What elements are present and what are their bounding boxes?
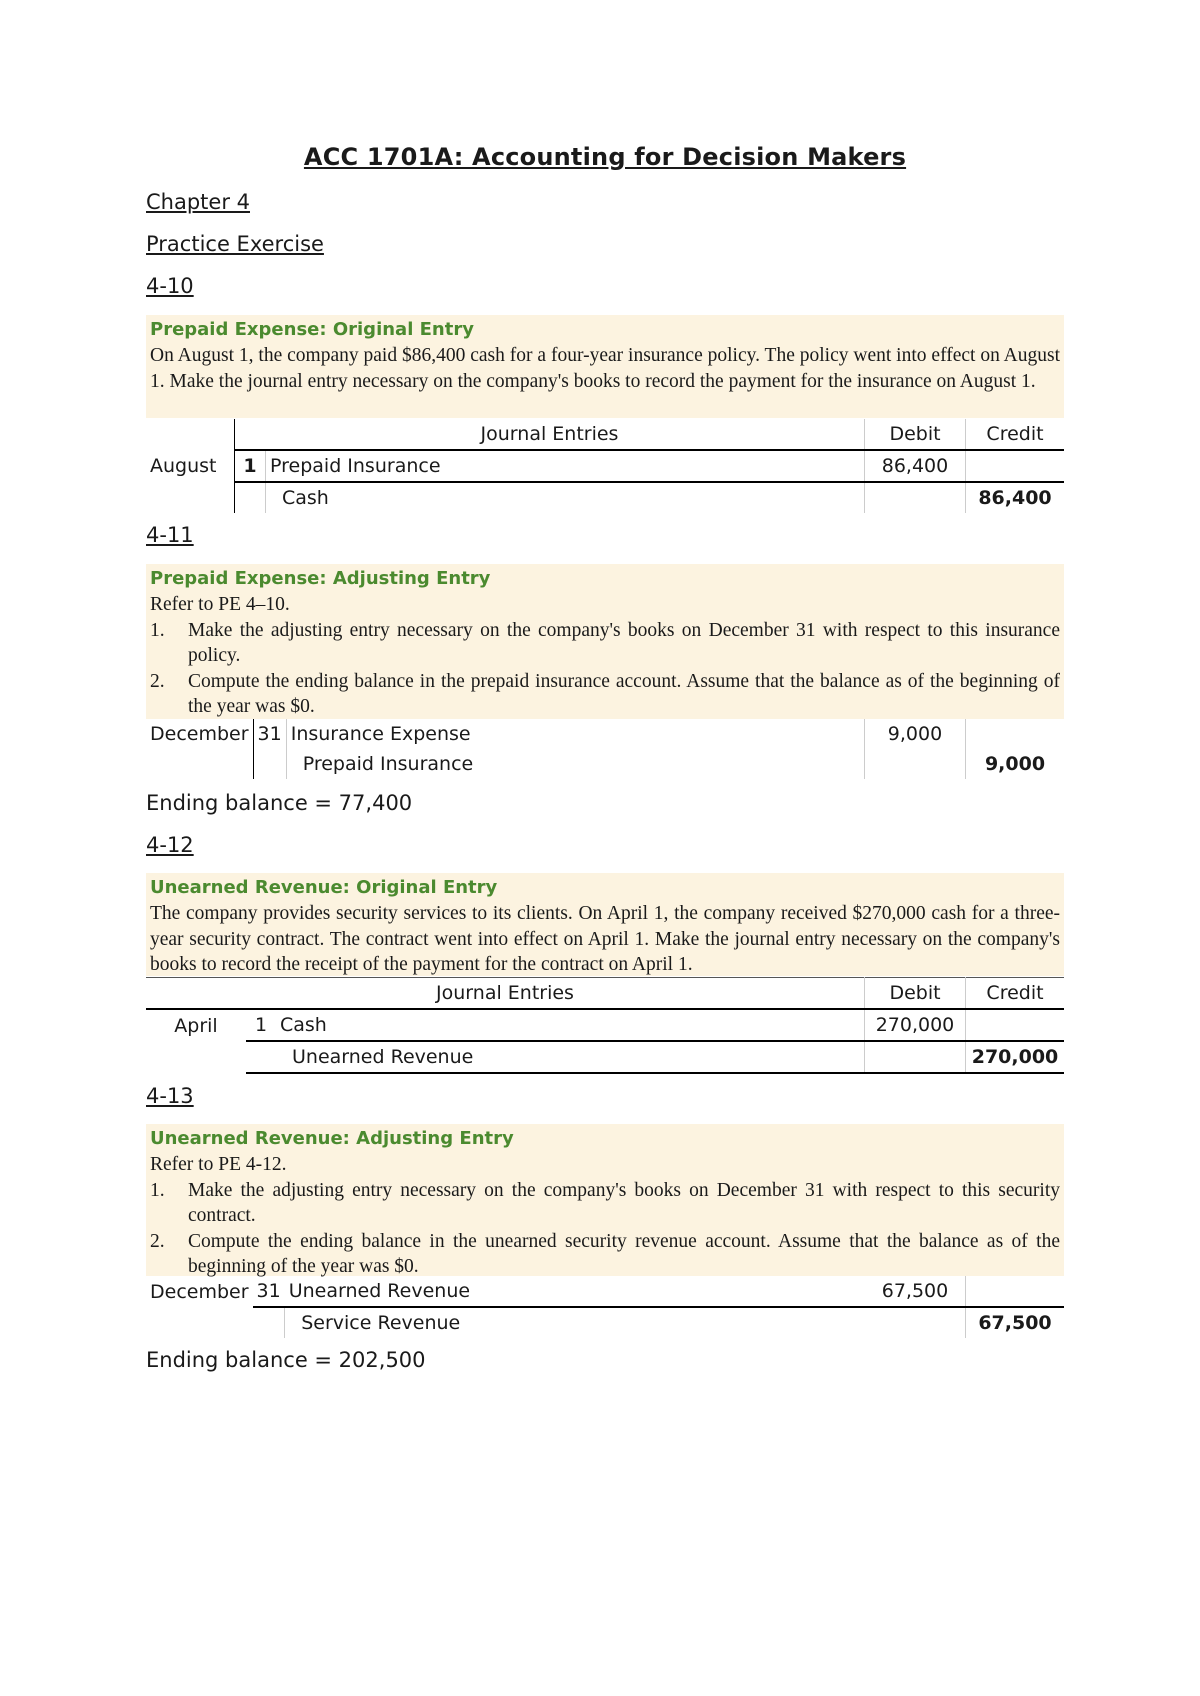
problem-intro: Refer to PE 4–10. <box>150 594 290 615</box>
entry-debit <box>865 1041 966 1073</box>
journal-table <box>146 419 1064 513</box>
journal-row <box>146 1009 1064 1041</box>
entry-account: Cash <box>282 487 329 509</box>
journal-row <box>146 1041 1064 1073</box>
problem-box <box>146 315 1064 418</box>
entry-month <box>146 1041 246 1073</box>
exercise-number: 4-11 <box>146 523 194 547</box>
step-item: 2. Compute the ending balance in the unearned security revenue account. Assume that the balance as of the beginning of the year was $0. <box>150 1230 1060 1277</box>
problem-heading: Unearned Revenue: Original Entry <box>150 877 498 898</box>
problem-heading: Unearned Revenue: Adjusting Entry <box>150 1128 514 1149</box>
entry-month <box>146 1307 253 1338</box>
entry-debit <box>865 482 966 513</box>
entry-credit: 67,500 <box>966 1307 1065 1338</box>
journal-row <box>146 1307 1064 1338</box>
step-item: 1. Make the adjusting entry necessary on the company's books on December 31 with respect to this security contract. <box>150 1179 1060 1226</box>
entry-debit: 67,500 <box>865 1276 966 1307</box>
entry-day <box>235 482 266 513</box>
journal-header-row <box>146 978 1064 1010</box>
entry-day: 1 <box>235 450 266 482</box>
debit-header: Debit <box>865 419 966 450</box>
section-heading: Practice Exercise <box>146 232 324 256</box>
problem-steps <box>150 1178 1060 1280</box>
credit-header: Credit <box>966 978 1065 1010</box>
journal-entries-header: Journal Entries <box>146 978 865 1010</box>
journal-row <box>146 482 1064 513</box>
entry-day <box>253 1307 285 1338</box>
problem-box <box>146 873 1064 976</box>
debit-header: Debit <box>865 978 966 1010</box>
problem-intro: Refer to PE 4-12. <box>150 1154 287 1175</box>
problem-text: On August 1, the company paid $86,400 cash for a four-year insurance policy. The policy went into effect on August 1. Make the journal entry necessary on the company's books to record the payment for the insurance on August 1. <box>150 345 1060 392</box>
problem-heading: Prepaid Expense: Original Entry <box>150 319 474 340</box>
credit-header: Credit <box>966 419 1065 450</box>
entry-account: Service Revenue <box>301 1312 461 1334</box>
entry-credit <box>966 1009 1065 1041</box>
entry-credit <box>966 450 1065 482</box>
journal-table <box>146 719 1064 779</box>
entry-month: April <box>174 1014 218 1037</box>
entry-credit <box>966 1276 1065 1307</box>
journal-table <box>146 977 1064 1074</box>
ending-balance: Ending balance = 202,500 <box>146 1348 426 1372</box>
entry-day: 31 <box>253 1276 285 1307</box>
entry-month <box>146 749 253 779</box>
problem-box <box>146 1124 1064 1276</box>
chapter-heading: Chapter 4 <box>146 190 250 214</box>
exercise-number: 4-12 <box>146 833 194 857</box>
entry-month <box>146 482 235 513</box>
entry-credit: 86,400 <box>966 482 1065 513</box>
journal-row <box>146 1276 1064 1307</box>
entry-debit <box>865 749 966 779</box>
entry-account: Prepaid Insurance <box>302 753 474 775</box>
entry-debit: 9,000 <box>865 719 966 749</box>
exercise-number: 4-13 <box>146 1084 194 1108</box>
entry-day <box>253 749 286 779</box>
entry-month: August <box>150 455 217 477</box>
entry-credit <box>966 719 1065 749</box>
entry-credit: 270,000 <box>966 1041 1065 1073</box>
entry-day: 31 <box>253 719 286 749</box>
journal-entries-header: Journal Entries <box>235 419 865 450</box>
entry-account: Insurance Expense <box>290 723 471 745</box>
journal-table <box>146 1276 1064 1338</box>
problem-text: The company provides security services to its clients. On April 1, the company received $270,000 cash for a three-year security contract. The contract went into effect on April 1. Make the journal entry necessary on the company's books to record the receipt of the payment for the contract on April 1. <box>150 903 1060 975</box>
journal-row <box>146 450 1064 482</box>
ending-balance: Ending balance = 77,400 <box>146 791 413 815</box>
entry-debit: 270,000 <box>865 1009 966 1041</box>
exercise-number: 4-10 <box>146 274 194 298</box>
entry-month: December <box>150 723 249 745</box>
entry-account: Unearned Revenue <box>276 1041 865 1073</box>
step-item: 1. Make the adjusting entry necessary on the company's books on December 31 with respect to this insurance policy. <box>150 619 1060 666</box>
journal-row <box>146 719 1064 749</box>
entry-account: Prepaid Insurance <box>266 450 865 482</box>
step-item: 2. Compute the ending balance in the prepaid insurance account. Assume that the balance as of the beginning of the year was $0. <box>150 670 1060 717</box>
entry-day: 1 <box>246 1009 276 1041</box>
journal-row <box>146 749 1064 779</box>
entry-day <box>246 1041 276 1073</box>
entry-month: December <box>150 1280 249 1303</box>
journal-header-row <box>146 419 1064 450</box>
problem-box <box>146 564 1064 719</box>
entry-account: Cash <box>276 1009 865 1041</box>
document-title: ACC 1701A: Accounting for Decision Makers <box>303 143 907 171</box>
problem-steps <box>150 618 1060 720</box>
entry-debit <box>865 1307 966 1338</box>
entry-credit: 9,000 <box>966 749 1065 779</box>
entry-account: Unearned Revenue <box>285 1276 865 1307</box>
problem-heading: Prepaid Expense: Adjusting Entry <box>150 568 491 589</box>
entry-debit: 86,400 <box>865 450 966 482</box>
